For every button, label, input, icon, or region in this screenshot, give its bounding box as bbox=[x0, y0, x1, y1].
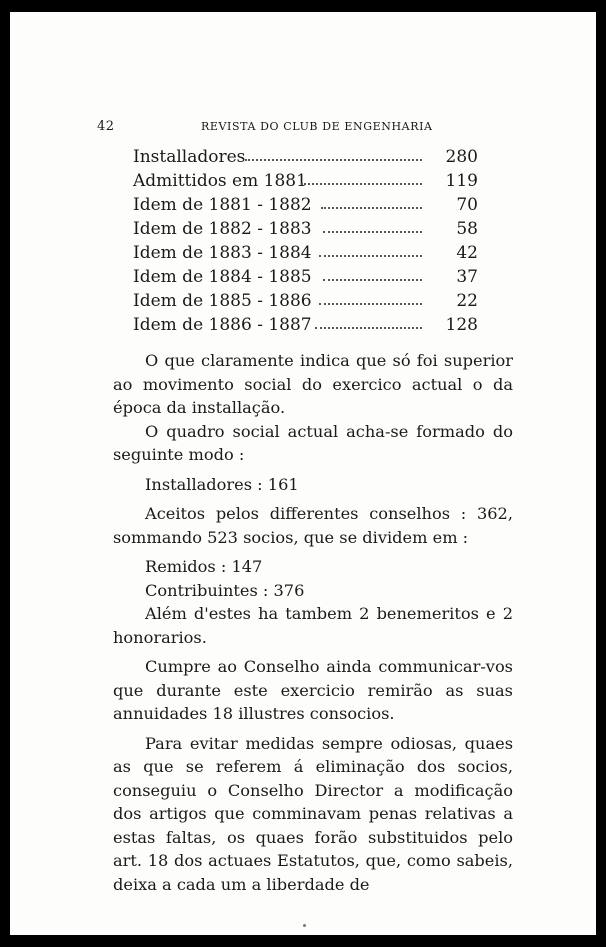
paragraph: Aceitos pelos differentes conselhos : 362, sommando 523 socios, que se dividem em : bbox=[113, 504, 513, 547]
dot-leader bbox=[315, 327, 422, 329]
body-text bbox=[113, 349, 513, 896]
stat-label: Idem de 1882 - 1883 bbox=[133, 219, 312, 239]
stat-row bbox=[133, 265, 478, 289]
list-line: Contribuintes : 376 bbox=[145, 580, 305, 600]
dot-leader bbox=[245, 159, 422, 161]
stat-row bbox=[133, 313, 478, 337]
stat-value: 42 bbox=[456, 243, 478, 263]
dot-leader bbox=[321, 207, 422, 209]
stat-value: 70 bbox=[456, 195, 478, 215]
stat-value: 22 bbox=[456, 291, 478, 311]
print-speck bbox=[303, 924, 306, 927]
stat-label: Admittidos em 1881 bbox=[133, 171, 307, 191]
stat-value: 128 bbox=[445, 315, 478, 335]
dot-leader bbox=[319, 255, 422, 257]
list-line: Installadores : 161 bbox=[145, 474, 299, 494]
stat-value: 37 bbox=[456, 267, 478, 287]
stat-row bbox=[133, 217, 478, 241]
stat-value: 119 bbox=[445, 171, 478, 191]
stat-label: Installadores bbox=[133, 147, 246, 167]
stat-row bbox=[133, 145, 478, 169]
page-header bbox=[97, 119, 517, 139]
stat-label: Idem de 1885 - 1886 bbox=[133, 291, 312, 311]
running-title: REVISTA DO CLUB DE ENGENHARIA bbox=[201, 120, 433, 133]
list-line: Remidos : 147 bbox=[145, 557, 263, 576]
paragraph: Cumpre ao Conselho ainda communicar-vos que durante este exercicio remirão as suas annuidades 18 illustres consocios. bbox=[113, 657, 513, 723]
paragraph: O que claramente indica que só foi superior ao movimento social do exercico actual o da época da installação. bbox=[113, 351, 513, 417]
stat-label: Idem de 1883 - 1884 bbox=[133, 243, 312, 263]
paragraph: Para evitar medidas sempre odiosas, quaes as que se referem á eliminação dos socios, conseguiu o Conselho Director a modificação dos artigos que comminavam penas relativas a estas faltas, os quaes forão substituidos pelo art. 18 dos actuaes Estatutos, que, como sabeis, deixa a cada um a liberdade de bbox=[113, 733, 513, 894]
dot-leader bbox=[323, 279, 422, 281]
stat-row bbox=[133, 241, 478, 265]
stat-label: Idem de 1886 - 1887 bbox=[133, 315, 312, 335]
stat-row bbox=[133, 193, 478, 217]
stat-row bbox=[133, 289, 478, 313]
page-number: 42 bbox=[97, 119, 115, 134]
stat-value: 58 bbox=[456, 219, 478, 239]
stat-row bbox=[133, 169, 478, 193]
stat-label: Idem de 1884 - 1885 bbox=[133, 267, 312, 287]
stat-value: 280 bbox=[445, 147, 478, 167]
dot-leader bbox=[301, 183, 422, 185]
stat-label: Idem de 1881 - 1882 bbox=[133, 195, 312, 215]
dot-leader bbox=[323, 231, 422, 233]
membership-stats-table bbox=[133, 145, 478, 337]
paragraph: O quadro social actual acha-se formado do seguinte modo : bbox=[113, 421, 513, 464]
dot-leader bbox=[319, 303, 422, 305]
book-page bbox=[10, 12, 596, 935]
paragraph: Além d'estes ha tambem 2 benemeritos e 2 honorarios. bbox=[113, 604, 513, 647]
